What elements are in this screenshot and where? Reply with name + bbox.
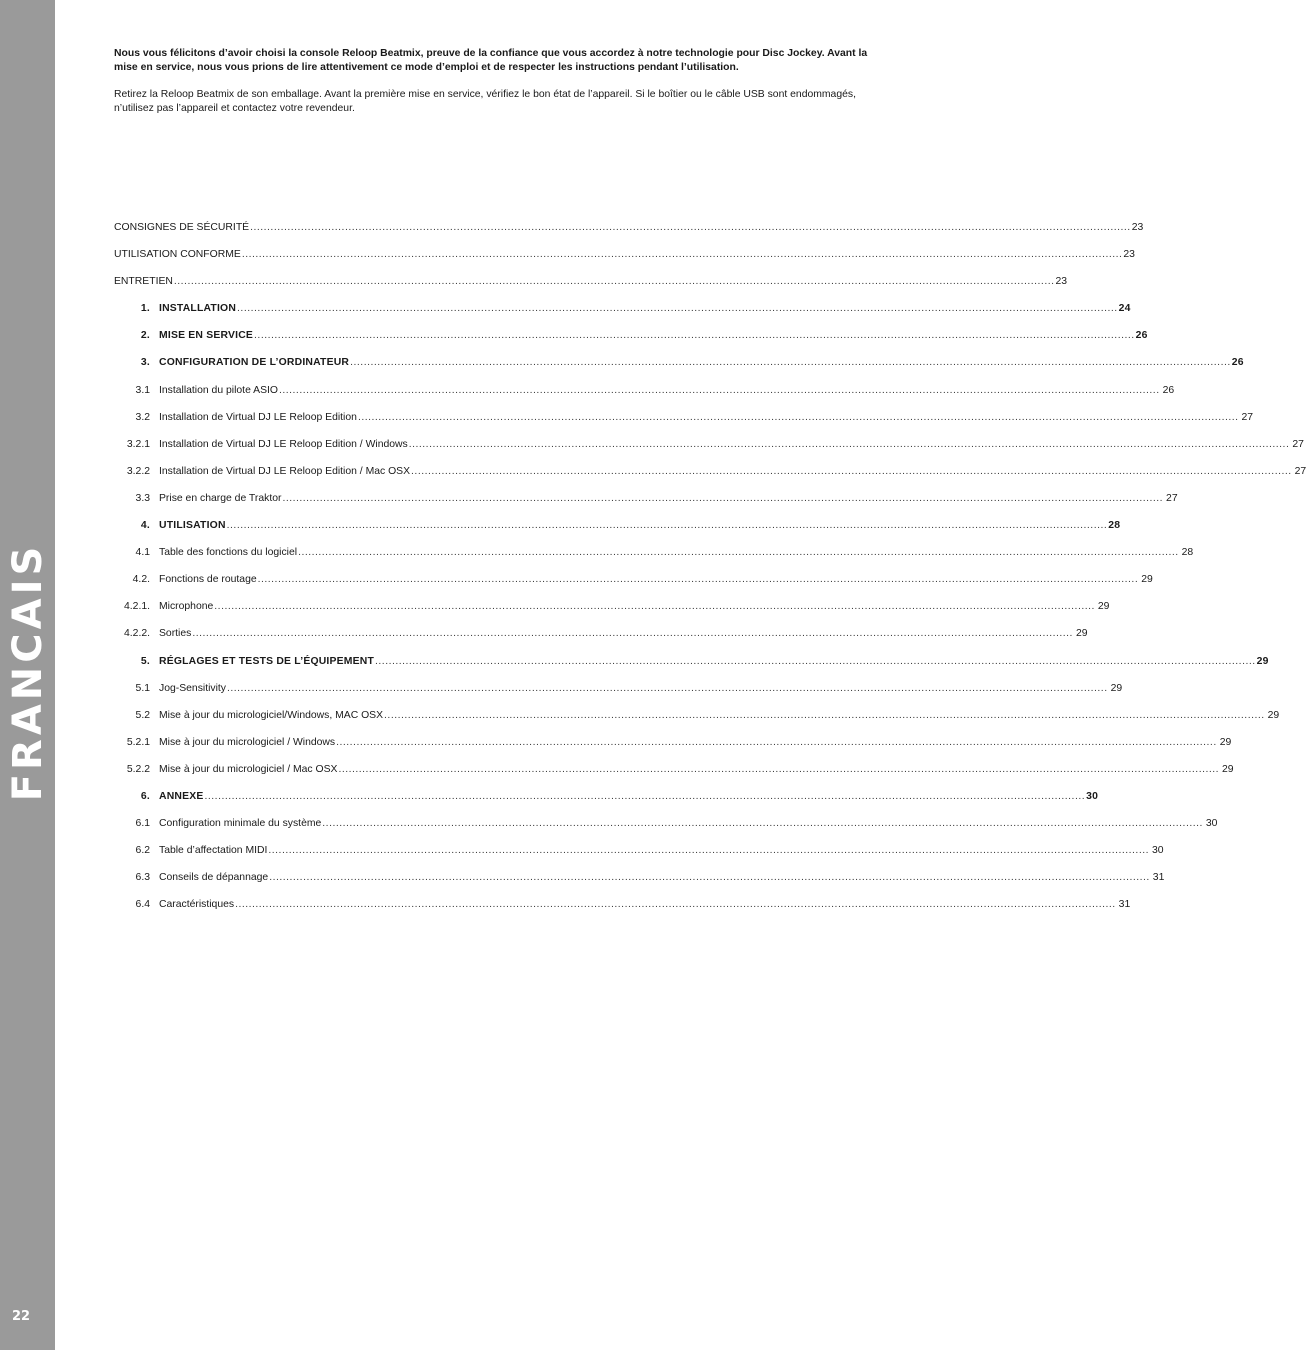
toc-entry[interactable]	[114, 601, 1110, 628]
toc-entry-page: 23	[1123, 249, 1135, 261]
toc-entry-label: Installation de Virtual DJ LE Reloop Edition / Mac OSX	[159, 465, 411, 477]
toc-dot-leader: ....................................................................................................................................................................................................................................................................	[375, 655, 1256, 667]
toc-entry-label: Mise à jour du micrologiciel / Windows	[159, 736, 336, 748]
table-of-contents	[114, 222, 1306, 926]
toc-dot-leader: ....................................................................................................................................................................................................................................................................	[298, 547, 1179, 559]
toc-entry[interactable]	[114, 628, 1088, 655]
toc-entry-label: CONSIGNES DE SÉCURITÉ	[114, 222, 250, 233]
toc-dot-leader: ....................................................................................................................................................................................................................................................................	[357, 411, 1239, 423]
toc-entry-label: Jog-Sensitivity	[159, 682, 226, 694]
toc-entry[interactable]	[114, 384, 1175, 412]
side-band	[0, 0, 55, 1350]
toc-entry-page: 31	[1152, 872, 1165, 884]
toc-dot-leader: ....................................................................................................................................................................................................................................................................	[192, 628, 1073, 640]
toc-entry-label: Microphone	[159, 601, 214, 613]
toc-entry-number: 4.1	[135, 547, 150, 559]
toc-dot-leader: ....................................................................................................................................................................................................................................................................	[226, 520, 1108, 532]
intro-paragraph: Retirez la Reloop Beatmix de son emballage. Avant la première mise en service, vérifiez le bon état de l’appareil. Si le boîtier ou le câble USB sont endommagés, n’utilisez pas l’appareil et contactez votre revendeur.	[114, 89, 856, 114]
toc-entry-label: INSTALLATION	[159, 303, 237, 315]
toc-entry[interactable]	[114, 682, 1123, 710]
toc-entry-number: 3.3	[135, 492, 150, 504]
toc-entry[interactable]	[114, 790, 1099, 818]
toc-entry-label: Configuration minimale du système	[159, 818, 322, 830]
toc-entry-page: 29	[1256, 655, 1269, 667]
toc-dot-leader: ....................................................................................................................................................................................................................................................................	[235, 899, 1116, 911]
toc-entry-number: 3.2	[135, 411, 150, 423]
toc-entry[interactable]	[114, 438, 1304, 466]
toc-entry[interactable]	[114, 763, 1234, 791]
toc-entry-number: 5.2.2	[126, 763, 150, 775]
toc-dot-leader: ....................................................................................................................................................................................................................................................................	[227, 682, 1108, 694]
toc-entry-number: 3.2.1	[126, 438, 150, 450]
toc-entry[interactable]	[114, 655, 1269, 683]
toc-dot-leader: ....................................................................................................................................................................................................................................................................	[350, 357, 1231, 369]
toc-entry-page: 26	[1231, 357, 1244, 369]
toc-entry-label: Mise à jour du micrologiciel/Windows, MAC OSX	[159, 709, 384, 721]
toc-dot-leader: ....................................................................................................................................................................................................................................................................	[254, 330, 1135, 342]
toc-dot-leader: ....................................................................................................................................................................................................................................................................	[268, 845, 1149, 857]
toc-entry-number: 3.	[140, 357, 150, 369]
toc-entry[interactable]	[114, 709, 1280, 737]
toc-entry-page: 27	[1241, 411, 1254, 423]
toc-dot-leader: ....................................................................................................................................................................................................................................................................	[241, 249, 1123, 261]
toc-entry-page: 29	[1110, 682, 1123, 694]
toc-entry-label: UTILISATION CONFORME	[114, 249, 241, 261]
toc-dot-leader: ....................................................................................................................................................................................................................................................................	[269, 872, 1150, 884]
toc-dot-leader: ....................................................................................................................................................................................................................................................................	[237, 303, 1118, 315]
toc-entry[interactable]	[114, 330, 1148, 357]
toc-entry-number: 5.2	[135, 709, 150, 721]
toc-entry-number: 2.	[140, 330, 150, 342]
toc-entry-number: 3.1	[135, 384, 150, 396]
toc-entry-label: Sorties	[159, 628, 192, 640]
toc-entry[interactable]	[114, 899, 1131, 926]
toc-entry-page: 23	[1131, 222, 1144, 233]
toc-entry[interactable]	[114, 411, 1254, 439]
toc-entry[interactable]	[114, 520, 1121, 547]
toc-entry-label: Prise en charge de Traktor	[159, 492, 282, 504]
toc-entry-label: ANNEXE	[159, 790, 204, 802]
toc-entry-label: MISE EN SERVICE	[159, 330, 254, 342]
toc-entry-label: Table d’affectation MIDI	[159, 845, 268, 857]
toc-entry-number: 4.2.	[132, 574, 150, 586]
toc-entry[interactable]	[114, 547, 1194, 574]
toc-entry[interactable]	[114, 845, 1164, 872]
toc-entry-number: 3.2.2	[126, 465, 150, 477]
language-title: FRANCAIS	[5, 542, 51, 802]
toc-entry-label: UTILISATION	[159, 520, 226, 532]
intro-section	[114, 47, 874, 129]
toc-entry-label: ENTRETIEN	[114, 276, 173, 288]
toc-entry-label: Conseils de dépannage	[159, 872, 269, 884]
toc-entry-label: Table des fonctions du logiciel	[159, 547, 298, 559]
toc-entry-label: Caractéristiques	[159, 899, 235, 911]
toc-entry-page: 27	[1292, 438, 1304, 450]
toc-entry-number: 1.	[140, 303, 150, 315]
page-number: 22	[12, 1309, 31, 1324]
toc-entry-page: 27	[1166, 492, 1178, 504]
toc-entry[interactable]	[114, 872, 1165, 899]
toc-dot-leader: ....................................................................................................................................................................................................................................................................	[204, 790, 1086, 802]
toc-entry-number: 5.2.1	[126, 736, 150, 748]
toc-dot-leader: ....................................................................................................................................................................................................................................................................	[282, 492, 1164, 504]
toc-dot-leader: ....................................................................................................................................................................................................................................................................	[338, 763, 1220, 775]
toc-entry-number: 5.1	[135, 682, 150, 694]
toc-entry[interactable]	[114, 303, 1131, 330]
toc-entry-page: 29	[1141, 574, 1153, 586]
toc-entry-page: 23	[1055, 276, 1068, 288]
toc-dot-leader: ....................................................................................................................................................................................................................................................................	[173, 276, 1055, 288]
toc-entry-number: 4.2.1.	[124, 601, 150, 613]
toc-entry-page: 29	[1097, 601, 1110, 613]
toc-dot-leader: ....................................................................................................................................................................................................................................................................	[322, 818, 1203, 830]
toc-entry[interactable]	[114, 492, 1178, 520]
toc-entry-number: 6.2	[135, 845, 150, 857]
toc-entry-page: 29	[1222, 763, 1234, 775]
toc-entry-label: Installation de Virtual DJ LE Reloop Edition	[159, 411, 357, 423]
toc-dot-leader: ....................................................................................................................................................................................................................................................................	[250, 222, 1131, 233]
toc-entry-page: 30	[1205, 818, 1218, 830]
toc-entry-page: 29	[1219, 736, 1232, 748]
toc-dot-leader: ....................................................................................................................................................................................................................................................................	[336, 736, 1217, 748]
toc-entry[interactable]	[114, 465, 1306, 493]
toc-dot-leader: ....................................................................................................................................................................................................................................................................	[214, 601, 1095, 613]
toc-entry[interactable]	[114, 818, 1218, 845]
toc-entry-label: Installation de Virtual DJ LE Reloop Edition / Windows	[159, 438, 408, 450]
toc-entry-number: 4.	[140, 520, 150, 532]
toc-entry-label: RÉGLAGES ET TESTS DE L’ÉQUIPEMENT	[159, 655, 375, 667]
toc-entry[interactable]	[114, 222, 1144, 249]
toc-entry-label: Installation du pilote ASIO	[159, 384, 278, 396]
toc-entry[interactable]	[114, 574, 1153, 601]
toc-entry-label: CONFIGURATION DE L’ORDINATEUR	[159, 357, 350, 369]
toc-entry-page: 28	[1181, 547, 1194, 559]
toc-entry-number: 6.4	[135, 899, 150, 911]
toc-entry-page: 29	[1267, 709, 1280, 721]
toc-dot-leader: ....................................................................................................................................................................................................................................................................	[411, 465, 1292, 477]
toc-entry-label: Mise à jour du micrologiciel / Mac OSX	[159, 763, 338, 775]
toc-entry-page: 31	[1118, 899, 1131, 911]
toc-entry-page: 29	[1075, 628, 1088, 640]
toc-entry[interactable]	[114, 357, 1244, 384]
toc-entry-page: 24	[1118, 303, 1131, 315]
toc-entry-number: 4.2.2.	[124, 628, 150, 640]
toc-entry[interactable]	[114, 249, 1135, 276]
toc-entry-number: 6.	[140, 790, 150, 802]
toc-entry-page: 26	[1135, 330, 1148, 342]
toc-entry-page: 28	[1108, 520, 1121, 532]
toc-entry-label: Fonctions de routage	[159, 574, 257, 586]
toc-dot-leader: ....................................................................................................................................................................................................................................................................	[384, 709, 1265, 721]
toc-entry-number: 5.	[140, 655, 150, 667]
toc-dot-leader: ....................................................................................................................................................................................................................................................................	[257, 574, 1139, 586]
toc-entry-number: 6.1	[135, 818, 150, 830]
toc-entry[interactable]	[114, 736, 1232, 764]
toc-entry-number: 6.3	[135, 872, 150, 884]
toc-entry-page: 30	[1151, 845, 1164, 857]
toc-entry-page: 26	[1162, 384, 1175, 396]
toc-entry-page: 30	[1086, 790, 1099, 802]
intro-bold-paragraph: Nous vous félicitons d’avoir choisi la console Reloop Beatmix, preuve de la confiance que vous accordez à notre technologie pour Disc Jockey. Avant la mise en service, nous vous prions de lire attentivement ce mode d’emploi et de respecter les instructions pendant l’utilisation.	[114, 48, 868, 73]
toc-dot-leader: ....................................................................................................................................................................................................................................................................	[408, 438, 1290, 450]
toc-entry-page: 27	[1294, 465, 1306, 477]
toc-dot-leader: ....................................................................................................................................................................................................................................................................	[279, 384, 1160, 396]
toc-entry[interactable]	[114, 276, 1068, 303]
